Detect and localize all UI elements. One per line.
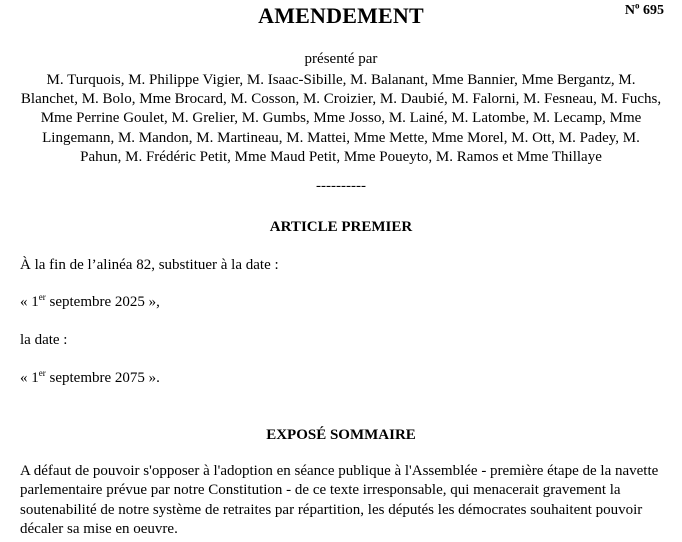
- old-date-sup: er: [38, 292, 46, 302]
- number-sup: o: [635, 0, 640, 11]
- summary-heading: EXPOSÉ SOMMAIRE: [266, 427, 416, 443]
- new-date-sup: er: [38, 368, 46, 378]
- old-date-before: « 1: [20, 294, 39, 310]
- number-value: 695: [643, 3, 664, 18]
- the-date-label: la date :: [20, 332, 68, 348]
- old-date: [20, 293, 670, 311]
- number-prefix: N: [624, 3, 635, 18]
- article-instruction: À la fin de l’alinéa 82, substituer à la date :: [20, 257, 279, 273]
- new-date-before: « 1: [20, 370, 39, 386]
- old-date-after: septembre 2025 »,: [45, 294, 160, 310]
- separator-line: ----------: [316, 178, 366, 194]
- amendment-number: [625, 2, 664, 20]
- article-heading: ARTICLE PREMIER: [269, 219, 413, 235]
- presented-by: présenté par: [304, 51, 378, 67]
- new-date: [20, 369, 670, 387]
- document-title: AMENDEMENT: [258, 3, 424, 28]
- authors-list: M. Turquois, M. Philippe Vigier, M. Isaac-Sibille, M. Balanant, Mme Bannier, Mme Bergantz, M. Blanchet, M. Bolo, Mme Brocard, M. Cosson, M. Croizier, M. Daubié, M. Falorni, M. Fesneau, M. Fuchs, Mme Perrine Goulet, M. Grelier, M. Gumbs, Mme Josso, M. Lainé, M. Latombe, M. Lecamp, Mme Lingemann, M. Mandon, M. Martineau, M. Mattei, Mme Mette, Mme Morel, M. Ott, M. Padey, M. Pahun, M. Frédéric Petit, Mme Maud Petit, Mme Poueyto, M. Ramos et Mme Thillaye: [20, 72, 662, 165]
- summary-text: A défaut de pouvoir s'opposer à l'adoption en séance publique à l'Assemblée - première étape de la navette parlementaire prévue par notre Constitution - de ce texte irresponsable, qui menacerait gravement la soutenabilité de notre système de retraites par répartition, les députés les démocrates souhaitent pouvoir décaler sa mise en oeuvre.: [20, 463, 659, 537]
- new-date-after: septembre 2075 ».: [45, 370, 160, 386]
